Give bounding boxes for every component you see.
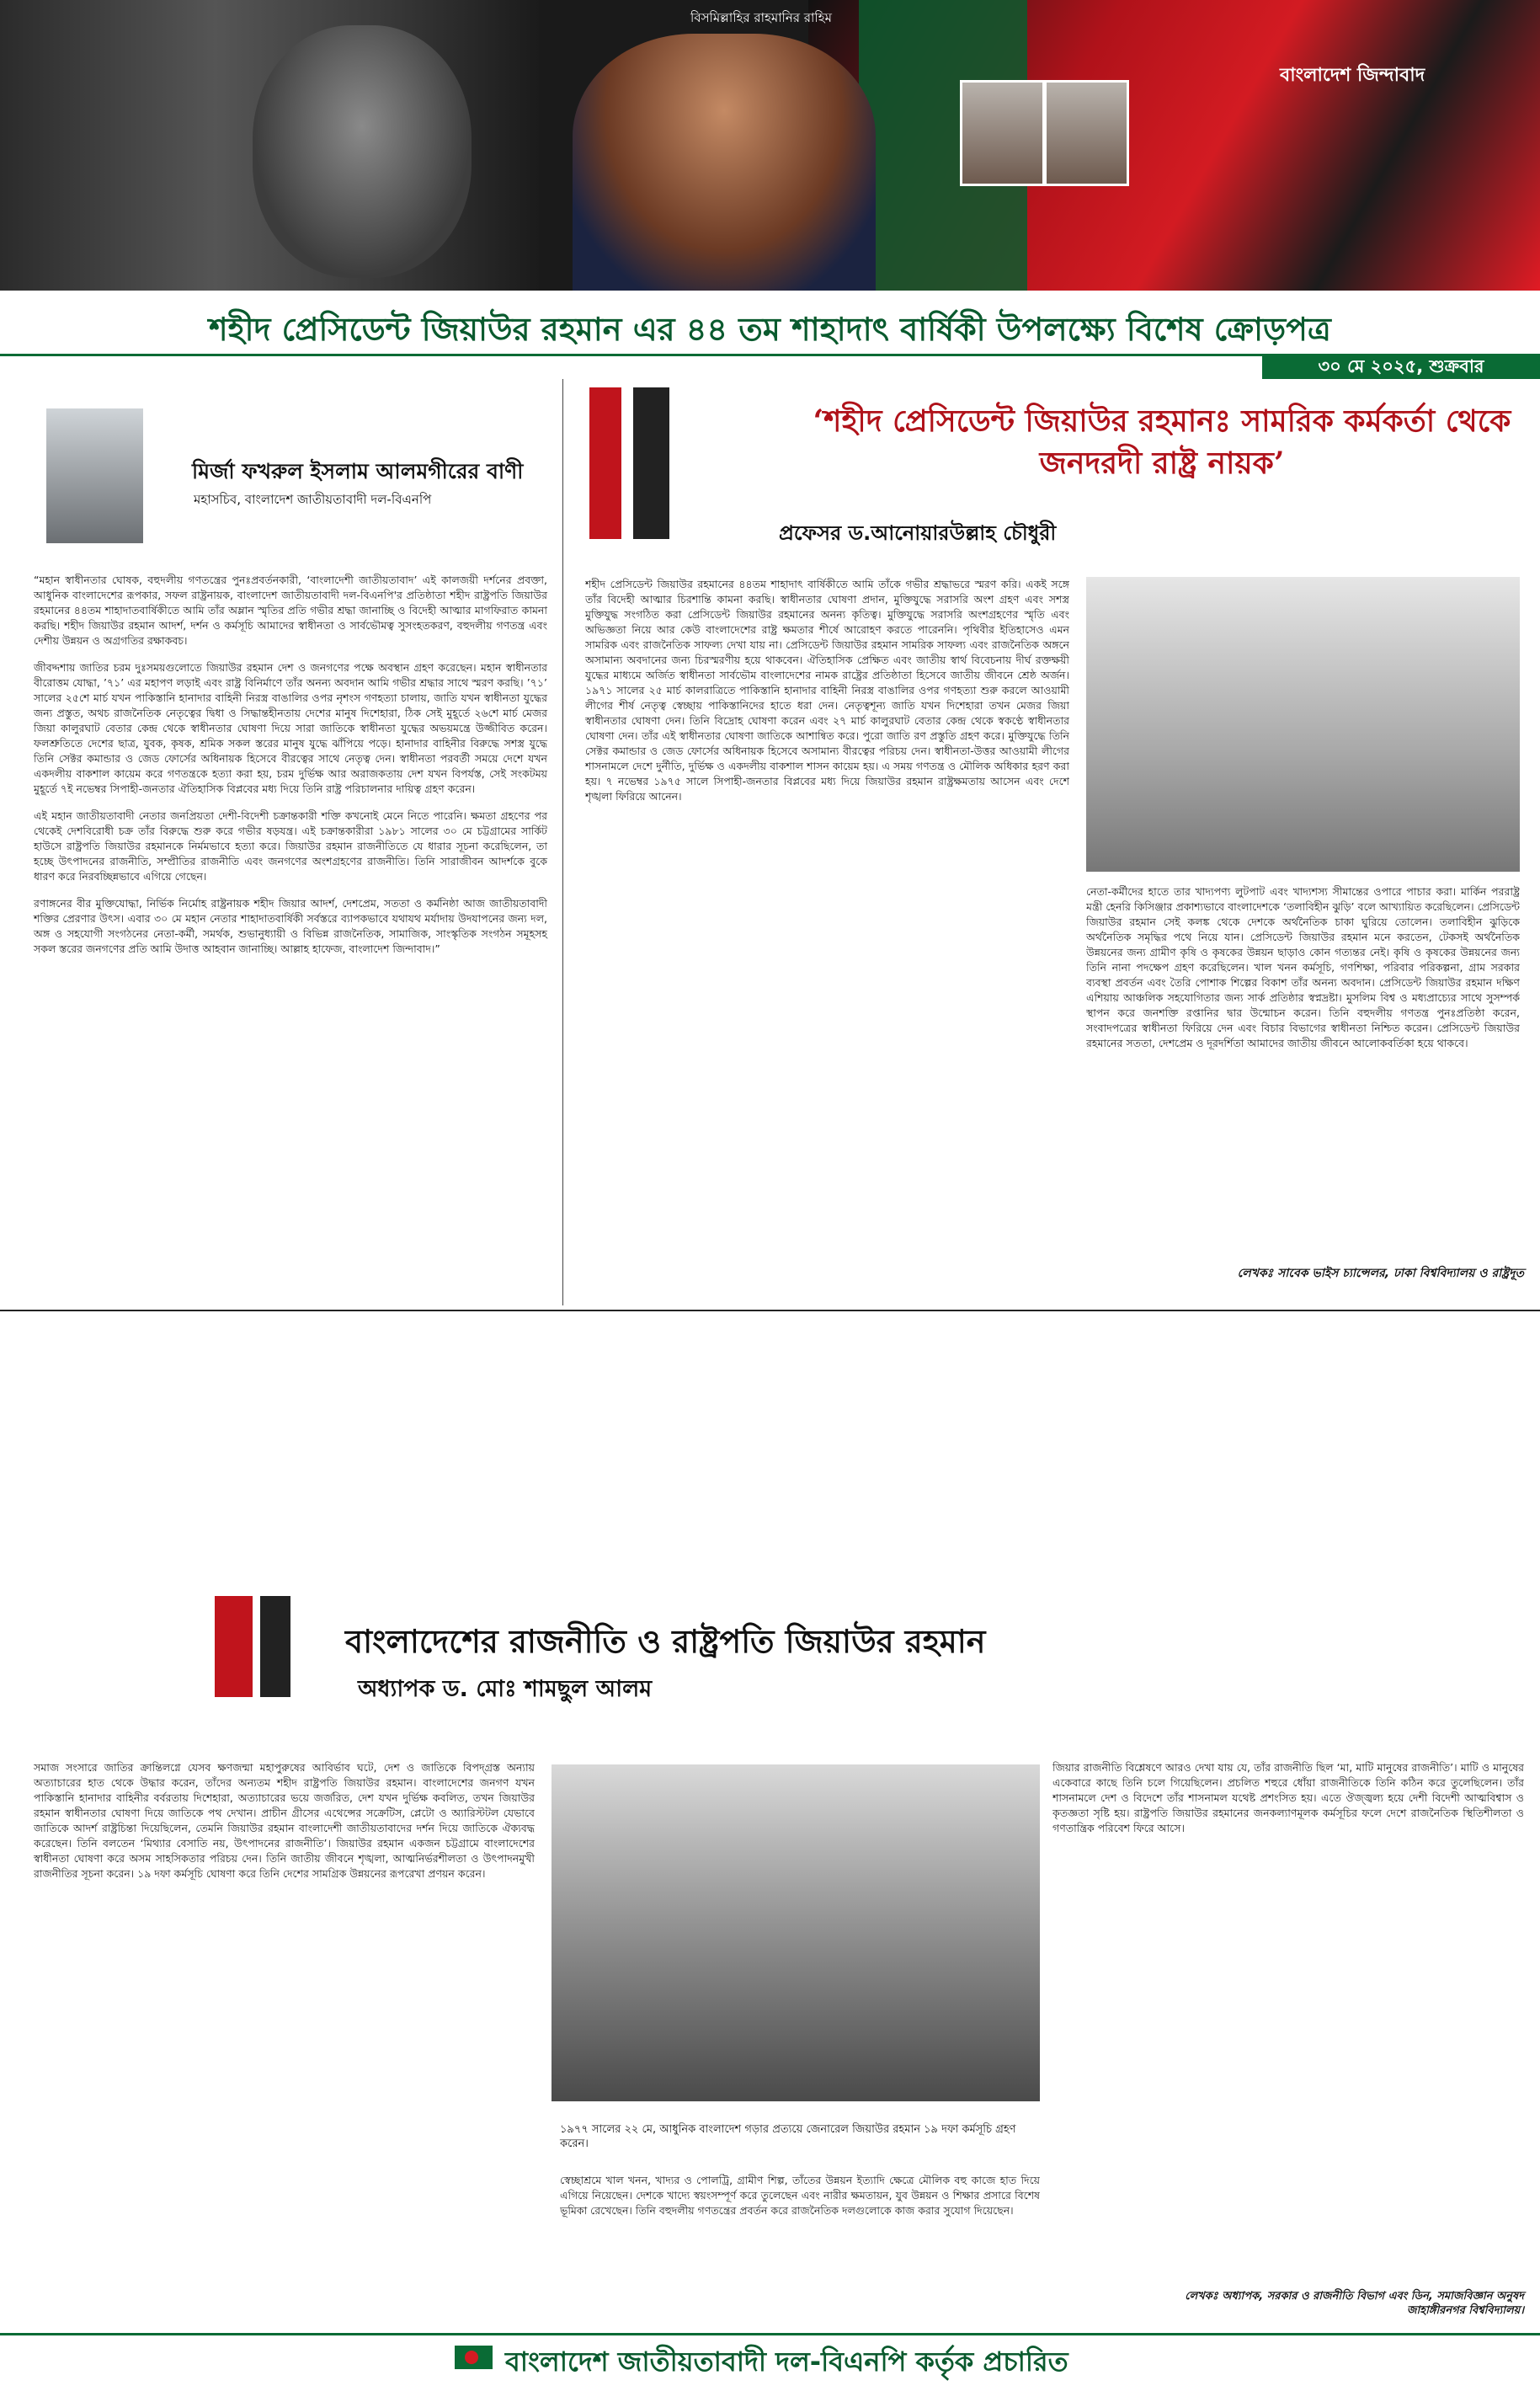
article2-author: অধ্যাপক ড. মোঃ শামছুল আলম — [358, 1676, 653, 1702]
bismillah-text: বিসমিল্লাহির রাহমানির রাহিম — [690, 10, 832, 25]
message-body — [34, 573, 547, 957]
article1-photo — [1086, 577, 1520, 872]
page-title: শহীদ প্রেসিডেন্ট জিয়াউর রহমান এর ৪৪ তম শাহাদাৎ বার্ষিকী উপলক্ষ্যে বিশেষ ক্রোড়পত্র — [209, 310, 1331, 348]
article1-title: ‘শহীদ প্রেসিডেন্ট জিয়াউর রহমানঃ সামরিক কর্মকর্তা থেকে জনদরদী রাষ্ট্র নায়ক’ — [813, 403, 1511, 481]
article2-column-2: স্বেচ্ছাশ্রমে খাল খনন, খাদ্যর ও পোলট্রি, গ্রামীণ শিল্প, তাঁতের উন্নয়ন ইত্যাদি ক্ষেত্রে মৌলিক বহু কাজে হাত দিয়ে এগিয়ে নিয়েছেন। দেশকে খাদ্যে স্বয়ংসম্পূর্ণ করে তুলেছেন এবং নারীর ক্ষমতায়ন, যুব উন্নয়ন ও শিক্ষার প্রসারে বিশেষ ভূমিকা রেখেছেন। তিনি বহুদলীয় গণতন্ত্রের প্রবর্তন করে রাজনৈতিক দলগুলোকে কাজ করার সুযোগ দিয়েছেন। — [560, 2174, 1040, 2217]
section-divider — [0, 1310, 1540, 1311]
message-subtitle: মহাসচিব, বাংলাদেশ জাতীয়তাবাদী দল-বিএনপি — [194, 492, 432, 507]
banner-inset-photo-2 — [1044, 80, 1129, 186]
article2-column-3: জিয়ার রাজনীতি বিশ্লেষণে আরও দেখা যায় যে, তাঁর রাজনীতি ছিল ‘মা, মাটি মানুষের রাজনীতি’। মাটি ও মানুষের একেবারে কাছে তিনি চলে গিয়েছিলেন। প্রচলিত শহুরে ধোঁয়া রাজনীতিকে তিনি কঠিন করে তুলেছিলেন। তাঁর শাসনামলে দেশ ও বিদেশে তাঁর শাসনামল যথেষ্ট প্রশংসিত হয়। এতে ঔজ্জ্বল্য হয়ে দেশী বিদেশী আত্মবিশ্বাস ও কৃতজ্ঞতা সৃষ্টি হয়। রাষ্ট্রপতি জিয়াউর রহমানের জনকল্যাণমূলক কর্মসূচির ফলে দেশে রাজনৈতিক স্থিতিশীলতা ও গণতান্ত্রিক পরিবেশ ফিরে আসে। — [1052, 1761, 1524, 1834]
article2-credit: লেখকঃ অধ্যাপক, সরকার ও রাজনীতি বিভাগ এবং ডিন, সমাজবিজ্ঞান অনুষদ জাহাঙ্গীরনগর বিশ্ববিদ্যালয়। — [1185, 2290, 1524, 2317]
party-flag-icon — [455, 2346, 493, 2369]
article2-photo — [552, 1764, 1040, 2101]
article1-credit: লেখকঃ সাবেক ভাইস চ্যান্সেলর, ঢাকা বিশ্ববিদ্যালয় ও রাষ্ট্রদূত — [1237, 1267, 1524, 1280]
banner-portrait-center — [573, 34, 876, 291]
article2-photo-caption: ১৯৭৭ সালের ২২ মে, আধুনিক বাংলাদেশ গড়ার প্রত্যয়ে জেনারেল জিয়াউর রহমান ১৯ দফা কর্মসূচি গ্রহণ করেন। — [560, 2123, 1016, 2150]
article2-graphic — [215, 1596, 290, 1697]
article1-graphic — [589, 387, 669, 539]
message-paragraph: “মহান স্বাধীনতার ঘোষক, বহুদলীয় গণতন্ত্রের পুনঃপ্রবর্তনকারী, ‘বাংলাদেশী জাতীয়তাবাদ’ এই কালজয়ী দর্শনের প্রবক্তা, আধুনিক বাংলাদেশের রূপকার, সফল রাষ্ট্রনায়ক, বাংলাদেশ জাতীয়তাবাদী দল-বিএনপি'র প্রতিষ্ঠাতা শহীদ রাষ্ট্রপতি জিয়াউর রহমানের ৪৪তম শাহাদাতবার্ষিকীতে আমি তাঁর অম্লান স্মৃতির প্রতি গভীর শ্রদ্ধা জানাচ্ছি ও বিদেহী আত্মার মাগফিরাত কামনা করছি। শহীদ জিয়াউর রহমান আদর্শ, দর্শন ও কর্মসূচি আমাদের স্বাধীনতা ও সার্বভৌমত্ব সুসংহতকরণ, বহুদলীয় গণতন্ত্র এবং দেশীয় উন্নয়ন ও অগ্রগতির রক্ষাকবচ। — [34, 574, 547, 647]
top-banner — [0, 0, 1540, 291]
author-photo — [46, 408, 143, 543]
banner-slogan: বাংলাদেশ জিন্দাবাদ — [1280, 65, 1425, 86]
message-title: মির্জা ফখরুল ইসলাম আলমগীরের বাণী — [192, 459, 524, 483]
column-divider — [562, 379, 563, 1305]
article2-column-1: সমাজ সংসারে জাতির ক্রান্তিলগ্নে যেসব ক্ষণজন্মা মহাপুরুষের আবির্ভাব ঘটে, দেশ ও জাতিকে বিপদ্গ্রস্ত অন্যায় অত্যাচারের হাত থেকে উদ্ধার করেন, তাঁদের অন্যতম শহীদ রাষ্ট্রপতি জিয়াউর রহমান। বাংলাদেশের জনগণ যখন পাকিস্তানি হানাদার বাহিনীর বর্বরতায় দিশেহারা, অত্যাচারের ভয়ে জর্জরিত, দেশ যখন দুর্ভিক্ষ কবলিত, তখন জিয়াউর রহমান স্বাধীনতার ঘোষণা দিয়ে জাতিকে পথ দেখান। প্রাচীন গ্রীসের এথেন্সের সক্রেটিস, প্লেটো ও অ্যারিস্টটল যেভাবে জাতিকে আদর্শ রাষ্ট্রচিন্তা দিয়েছিলেন, তেমনি জিয়াউর রহমান বাংলাদেশী জাতীয়তাবাদের দর্শন দিয়ে জাতিকে ঐক্যবদ্ধ করেছেন। তিনি বলতেন ‘মিথ্যার বেসাতি নয়, উৎপাদনের রাজনীতি’। জিয়াউর রহমান একজন চট্টগ্রামে বাংলাদেশের স্বাধীনতা ঘোষণা করে অসম সাহসিকতার পরিচয় দেন। তিনি জাতীয় জীবনে শৃঙ্খলা, আত্মনির্ভরশীলতা ও উৎপাদনমুখী রাজনীতির সূচনা করেন। ১৯ দফা কর্মসূচি ঘোষণা করে তিনি দেশের সামগ্রিক উন্নয়নের রূপরেখা প্রণয়ন করেন। — [34, 1761, 535, 1880]
article2-title: বাংলাদেশের রাজনীতি ও রাষ্ট্রপতি জিয়াউর রহমান — [345, 1622, 986, 1660]
banner-face-shading — [253, 25, 472, 278]
article1-column-2: নেতা-কর্মীদের হাতে তার খাদ্যপণ্য লুটপাট এবং খাদ্যশস্য সীমান্তের ওপারে পাচার করা। মার্কিন পররাষ্ট্র মন্ত্রী হেনরি কিসিঞ্জার প্রকাশ্যভাবে বাংলাদেশকে ‘তলাবিহীন ঝুড়ি’ বলে আখ্যায়িত করেছিলেন। প্রেসিডেন্ট জিয়াউর রহমান সেই কলঙ্ক থেকে দেশকে অর্থনৈতিক চাকা ঘুরিয়ে তোলেন। তলাবিহীন ঝুড়িকে অর্থনৈতিক সমৃদ্ধির পথে নিয়ে যান। প্রেসিডেন্ট জিয়াউর রহমান মনে করতেন, টেকসই অর্থনৈতিক উন্নয়নের জন্য গ্রামীণ কৃষি ও কৃষকের উন্নয়ন ছাড়াও কোন গত্যন্তর নেই। কৃষি ও কৃষকের উন্নয়নের জন্য তিনি নানা পদক্ষেপ গ্রহণ করেছিলেন। খাল খনন কর্মসূচি, গণশিক্ষা, পরিবার পরিকল্পনা, গ্রাম সরকার ব্যবস্থা প্রবর্তন এবং তৈরি পোশাক শিল্পের বিকাশ তাঁর অনন্য অবদান। প্রেসিডেন্ট জিয়াউর রহমান দক্ষিণ এশিয়ায় আঞ্চলিক সহযোগিতার জন্য সার্ক প্রতিষ্ঠার স্বপ্নদ্রষ্টা। মুসলিম বিশ্ব ও মধ্যপ্রাচ্যের সাথে সুসম্পর্ক স্থাপন করে জনশক্তি রপ্তানির দ্বার উন্মোচন করেন। তিনি বহুদলীয় গণতন্ত্র পুনঃপ্রতিষ্ঠা করেন, সংবাদপত্রের স্বাধীনতা ফিরিয়ে দেন এবং বিচার বিভাগের স্বাধীনতা নিশ্চিত করেন। প্রেসিডেন্ট জিয়াউর রহমানের সততা, দেশপ্রেম ও দূরদর্শিতা আমাদের জাতীয় জীবনে আলোকবর্তিকা হয়ে থাকবে। — [1086, 885, 1520, 1049]
message-paragraph: জীবদ্দশায় জাতির চরম দুঃসময়গুলোতে জিয়াউর রহমান দেশ ও জনগণের পক্ষে অবস্থান গ্রহণ করেছেন। মহান স্বাধীনতার বীরোত্তম যোদ্ধা, ’৭১’ এর মহাপণ লড়াই এবং রাষ্ট্র বিনির্মাণে তাঁর অনন্য অবদান আমি গভীর শ্রদ্ধার সাথে স্মরণ করছি। ’৭১’ সালের ২৫শে মার্চ যখন পাকিস্তানি হানাদার বাহিনী নিরস্ত্র বাঙালির ওপর নৃশংস গণহত্যা চালায়, জাতি যখন স্বাধীনতা যুদ্ধের জন্য প্রস্তুত, অথচ রাজনৈতিক নেতৃত্বের দ্বিধা ও সিদ্ধান্তহীনতায় দেশের মানুষ দিশেহারা, ঠিক সেই মুহূর্তে ২৬শে মার্চ মেজর জিয়া কালুরঘাট বেতার কেন্দ্র থেকে স্বাধীনতার ঘোষণা দিয়ে সারা জাতিকে স্বাধীনতা যুদ্ধের অভয়মন্ত্রে উজ্জীবিত করেন। ফলশ্রুতিতে দেশের ছাত্র, যুবক, কৃষক, শ্রমিক সকল স্তরের মানুষ যুদ্ধে ঝাঁপিয়ে পড়ে। হানাদার বাহিনীর বিরুদ্ধে সশস্ত্র যুদ্ধে তিনি সেক্টর কমান্ডার ও জেড ফোর্সের অধিনায়ক হিসেবে বীরত্বের সাথে নেতৃত্ব দেন। স্বাধীনতা পরবর্তী সময়ে দেশে যখন একদলীয় বাকশাল কায়েম করে গণতন্ত্রকে হত্যা করা হয়, চরম দুর্ভিক্ষ আর অরাজকতায় দেশ যখন বিপর্যস্ত, সেই সংকটময় মুহূর্তে ৭ই নভেম্বর সিপাহী-জনতার ঐতিহাসিক বিপ্লবের মধ্য দিয়ে তিনি রাষ্ট্র পরিচালনার দায়িত্ব গ্রহণ করেন। — [34, 661, 547, 795]
article1-column-1: শহীদ প্রেসিডেন্ট জিয়াউর রহমানের ৪৪তম শাহাদাৎ বার্ষিকীতে আমি তাঁকে গভীর শ্রদ্ধাভরে স্মরণ করি। একই সঙ্গে তাঁর বিদেহী আত্মার চিরশান্তি কামনা করছি। স্বাধীনতার ঘোষণা প্রদান, মুক্তিযুদ্ধে সরাসরি অংশ গ্রহণ এবং সশস্ত্র মুক্তিযুদ্ধ সংগঠিত করা প্রেসিডেন্ট জিয়াউর রহমানের অনন্য কৃতিত্ব। মুক্তিযুদ্ধে সরাসরি অংশগ্রহণের স্মৃতি এবং অভিজ্ঞতা নিয়ে আর কেউ বাংলাদেশের রাষ্ট্র ক্ষমতার শীর্ষে আরোহণ করতে পারেননি। পৃথিবীর ইতিহাসেও এমন সামরিক এবং রাজনৈতিক সাফল্য দেখা যায় না। প্রেসিডেন্ট জিয়াউর রহমান সামরিক সাফল্য এবং রাজনৈতিক অঙ্গনে অসামান্য অবদানের জন্য চিরস্মরণীয় হয়ে থাকবেন। ঐতিহাসিক প্রেক্ষিত এবং জাতীয় স্বার্থ বিবেচনায় দীর্ঘ রক্তক্ষয়ী যুদ্ধের মাধ্যমে অর্জিত স্বাধীনতা সার্বভৌম বাংলাদেশের নামক রাষ্ট্রের প্রতিষ্ঠাতা হিসেবে জাতীয় জীবনে শ্রেষ্ঠ অর্জন। ১৯৭১ সালের ২৫ মার্চ কালরাত্রিতে পাকিস্তানি হানাদার বাহিনী নিরস্ত্র বাঙালির ওপর গণহত্যা শুরু করলে আওয়ামী লীগের শীর্ষ নেতৃত্ব স্বেচ্ছায় পাকিস্তানিদের হাতে ধরা দেন। নেতৃত্বশূন্য জাতি যখন দিশেহারা তখন মেজর জিয়া স্বাধীনতার ঘোষণা দেন। তিনি বিদ্রোহ ঘোষণা করেন এবং ২৭ মার্চ কালুরঘাট বেতার কেন্দ্র থেকে স্বকণ্ঠে স্বাধীনতার ঘোষণা দেন। তাঁর এই স্বাধীনতার ঘোষণা জাতিকে আশান্বিত করে। পুরো জাতি রণ প্রস্তুতি গ্রহণ করে। মুক্তিযুদ্ধে তিনি সেক্টর কমান্ডার ও জেড ফোর্সের অধিনায়ক হিসেবে অসামান্য বীরত্বের পরিচয় দেন। স্বাধীনতা-উত্তর আওয়ামী লীগের শাসনামলে দেশে দুর্নীতি, দুর্ভিক্ষ ও একদলীয় বাকশাল শাসন কায়েম হয়। এ সময় গণতন্ত্র ও মৌলিক অধিকার হরণ করা হয়। ৭ নভেম্বর ১৯৭৫ সালে সিপাহী-জনতার বিপ্লবের মধ্য দিয়ে জিয়াউর রহমান রাষ্ট্রক্ষমতায় আসেন এবং দেশে শৃঙ্খলা ফিরিয়ে আনেন। — [585, 578, 1069, 803]
banner-inset-photo-1 — [960, 80, 1045, 186]
article1-author: প্রফেসর ড.আনোয়ারউল্লাহ চৌধুরী — [779, 521, 1057, 545]
message-paragraph: এই মহান জাতীয়তাবাদী নেতার জনপ্রিয়তা দেশী-বিদেশী চক্রান্তকারী শক্তি কখনোই মেনে নিতে পারেনি। ক্ষমতা গ্রহণের পর থেকেই দেশবিরোধী চক্র তাঁর বিরুদ্ধে শুরু করে গভীর ষড়যন্ত্র। এই চক্রান্তকারীরা ১৯৮১ সালের ৩০ মে চট্টগ্রামের সার্কিট হাউসে রাষ্ট্রপতি জিয়াউর রহমানকে নির্মমভাবে হত্যা করে। জিয়াউর রহমান রাজনীতিতে যে ধারার সূচনা করেছিলেন, তা হচ্ছে উৎপাদনের রাজনীতি, সম্প্রীতির রাজনীতি এবং জনগণের অংশগ্রহণের রাজনীতি। তিনি সারাজীবন আদর্শকে বুকে ধারণ করে নিরবচ্ছিন্নভাবে এগিয়ে গেছেন। — [34, 809, 547, 883]
message-paragraph: রণাঙ্গনের বীর মুক্তিযোদ্ধা, নির্ভিক নির্মোহ রাষ্ট্রনায়ক শহীদ জিয়ার আদর্শ, দেশপ্রেম, সততা ও কর্মনিষ্ঠা আজ জাতীয়তাবাদী শক্তির প্রেরণার উৎস। এবার ৩০ মে মহান নেতার শাহাদাতবার্ষিকী সর্বস্তরে ব্যাপকভাবে যথাযথ মর্যাদায় উদযাপনের জন্য দল, অঙ্গ ও সহযোগী সংগঠনের নেতা-কর্মী, সমর্থক, শুভানুধ্যায়ী ও বিভিন্ন রাজনৈতিক, সামাজিক, সাংস্কৃতিক সংগঠন সমূহসহ সকল স্তরের জনগণের প্রতি আমি উদাত্ত আহবান জানাচ্ছি। আল্লাহ হাফেজ, বাংলাদেশ জিন্দাবাদ।” — [34, 897, 547, 955]
date-badge: ৩০ মে ২০২৫, শুক্রবার — [1262, 354, 1540, 379]
footer-text: বাংলাদেশ জাতীয়তাবাদী দল-বিএনপি কর্তৃক প্রচারিত — [505, 2346, 1068, 2378]
